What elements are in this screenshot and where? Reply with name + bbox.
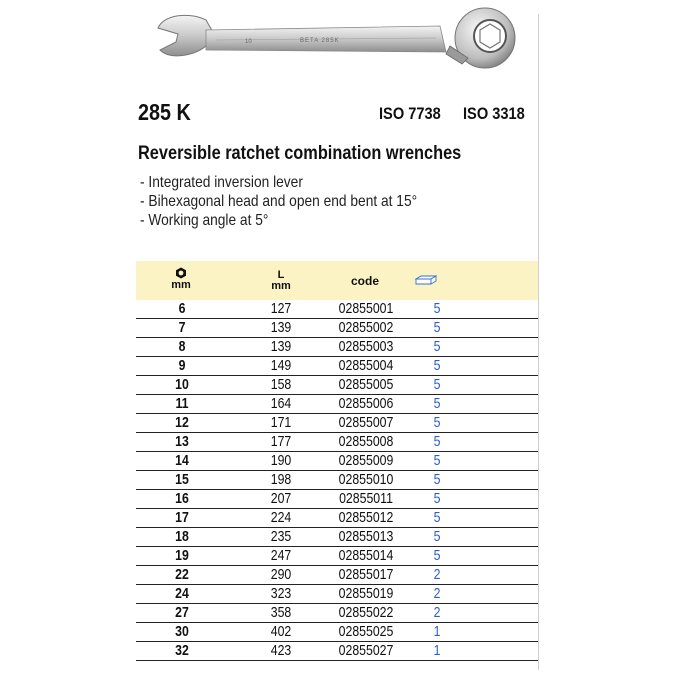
length-cell: 235 bbox=[270, 528, 292, 545]
length-cell: 402 bbox=[270, 623, 292, 640]
length-cell: 358 bbox=[270, 604, 292, 621]
size-cell: 19 bbox=[175, 547, 189, 564]
feature-item: - Integrated inversion lever bbox=[140, 174, 303, 191]
product-table bbox=[136, 300, 538, 661]
code-cell: 02855003 bbox=[338, 338, 394, 355]
package-box-icon bbox=[415, 275, 437, 288]
code-cell: 02855027 bbox=[338, 642, 394, 659]
code-cell: 02855004 bbox=[338, 357, 394, 374]
table-row bbox=[136, 338, 538, 357]
table-row bbox=[136, 528, 538, 547]
size-cell: 14 bbox=[175, 452, 189, 469]
feature-list bbox=[140, 173, 462, 230]
table-row bbox=[136, 490, 538, 509]
pack-qty-cell: 2 bbox=[433, 585, 441, 602]
size-cell: 24 bbox=[175, 585, 189, 602]
code-cell: 02855008 bbox=[338, 433, 394, 450]
length-cell: 323 bbox=[270, 585, 292, 602]
length-cell: 127 bbox=[270, 300, 292, 317]
size-cell: 32 bbox=[175, 642, 189, 659]
size-cell: 27 bbox=[175, 604, 189, 621]
table-row bbox=[136, 357, 538, 376]
size-cell: 6 bbox=[178, 300, 186, 317]
code-cell: 02855005 bbox=[338, 376, 394, 393]
product-code: 285 K bbox=[138, 99, 191, 125]
iso-standard-1: ISO 7738 bbox=[379, 104, 441, 123]
hexagon-nut-icon bbox=[175, 267, 187, 279]
size-cell: 13 bbox=[175, 433, 189, 450]
code-cell: 02855006 bbox=[338, 395, 394, 412]
code-cell: 02855022 bbox=[338, 604, 394, 621]
header-length-symbol: L bbox=[277, 269, 285, 281]
table-row bbox=[136, 566, 538, 585]
length-cell: 290 bbox=[270, 566, 292, 583]
pack-qty-cell: 5 bbox=[433, 395, 441, 412]
length-cell: 158 bbox=[270, 376, 292, 393]
table-row bbox=[136, 395, 538, 414]
pack-qty-cell: 5 bbox=[433, 509, 441, 526]
table-row bbox=[136, 623, 538, 642]
ratchet-wrench-icon bbox=[150, 6, 525, 86]
code-cell: 02855013 bbox=[338, 528, 394, 545]
pack-qty-cell: 5 bbox=[433, 376, 441, 393]
table-row bbox=[136, 547, 538, 566]
pack-qty-cell: 5 bbox=[433, 452, 441, 469]
pack-qty-cell: 2 bbox=[433, 604, 441, 621]
header-code: code bbox=[350, 274, 379, 288]
page-divider-line bbox=[538, 14, 539, 670]
product-title: Reversible ratchet combination wrenches bbox=[138, 143, 462, 164]
size-cell: 22 bbox=[175, 566, 189, 583]
pack-qty-cell: 5 bbox=[433, 414, 441, 431]
length-cell: 224 bbox=[270, 509, 292, 526]
pack-qty-cell: 5 bbox=[433, 471, 441, 488]
pack-qty-cell: 2 bbox=[433, 566, 441, 583]
pack-qty-cell: 5 bbox=[433, 319, 441, 336]
code-cell: 02855002 bbox=[338, 319, 394, 336]
table-header bbox=[136, 261, 538, 300]
feature-item: - Working angle at 5° bbox=[140, 212, 269, 229]
table-row bbox=[136, 471, 538, 490]
feature-item: - Bihexagonal head and open end bent at 15° bbox=[140, 193, 418, 210]
length-cell: 207 bbox=[270, 490, 292, 507]
table-row bbox=[136, 300, 538, 319]
table-row bbox=[136, 376, 538, 395]
table-row bbox=[136, 585, 538, 604]
length-cell: 171 bbox=[270, 414, 292, 431]
code-cell: 02855025 bbox=[338, 623, 394, 640]
pack-qty-cell: 5 bbox=[433, 300, 441, 317]
pack-qty-cell: 1 bbox=[433, 642, 441, 659]
table-row bbox=[136, 604, 538, 623]
code-cell: 02855001 bbox=[338, 300, 394, 317]
svg-text:10: 10 bbox=[245, 39, 252, 45]
code-cell: 02855007 bbox=[338, 414, 394, 431]
size-cell: 30 bbox=[175, 623, 189, 640]
size-cell: 11 bbox=[175, 395, 189, 412]
pack-qty-cell: 5 bbox=[433, 433, 441, 450]
table-row bbox=[136, 433, 538, 452]
iso-standard-2: ISO 3318 bbox=[463, 104, 525, 123]
table-row bbox=[136, 452, 538, 471]
length-cell: 164 bbox=[270, 395, 292, 412]
pack-qty-cell: 5 bbox=[433, 338, 441, 355]
size-cell: 7 bbox=[178, 319, 186, 336]
header-size-unit: mm bbox=[171, 279, 191, 291]
length-cell: 139 bbox=[270, 338, 292, 355]
length-cell: 198 bbox=[270, 471, 292, 488]
length-cell: 177 bbox=[270, 433, 292, 450]
header-length bbox=[266, 270, 296, 292]
length-cell: 139 bbox=[270, 319, 292, 336]
header-length-unit: mm bbox=[271, 280, 291, 292]
table-row bbox=[136, 509, 538, 528]
pack-qty-cell: 5 bbox=[433, 490, 441, 507]
size-cell: 9 bbox=[178, 357, 186, 374]
size-cell: 8 bbox=[178, 338, 186, 355]
pack-qty-cell: 1 bbox=[433, 623, 441, 640]
size-cell: 17 bbox=[175, 509, 189, 526]
size-cell: 16 bbox=[175, 490, 189, 507]
pack-qty-cell: 5 bbox=[433, 547, 441, 564]
header-size bbox=[166, 267, 196, 291]
size-cell: 10 bbox=[175, 376, 189, 393]
size-cell: 12 bbox=[175, 414, 189, 431]
svg-text:BETA 285K: BETA 285K bbox=[300, 38, 340, 44]
code-cell: 02855010 bbox=[338, 471, 394, 488]
length-cell: 149 bbox=[270, 357, 292, 374]
size-cell: 18 bbox=[175, 528, 189, 545]
pack-qty-cell: 5 bbox=[433, 357, 441, 374]
code-cell: 02855017 bbox=[338, 566, 394, 583]
code-cell: 02855012 bbox=[338, 509, 394, 526]
table-row bbox=[136, 642, 538, 661]
length-cell: 423 bbox=[270, 642, 292, 659]
code-cell: 02855009 bbox=[338, 452, 394, 469]
table-row bbox=[136, 414, 538, 433]
pack-qty-cell: 5 bbox=[433, 528, 441, 545]
code-cell: 02855011 bbox=[339, 490, 393, 507]
length-cell: 190 bbox=[270, 452, 292, 469]
code-cell: 02855019 bbox=[338, 585, 394, 602]
table-row bbox=[136, 319, 538, 338]
length-cell: 247 bbox=[270, 547, 292, 564]
size-cell: 15 bbox=[175, 471, 189, 488]
code-cell: 02855014 bbox=[338, 547, 394, 564]
